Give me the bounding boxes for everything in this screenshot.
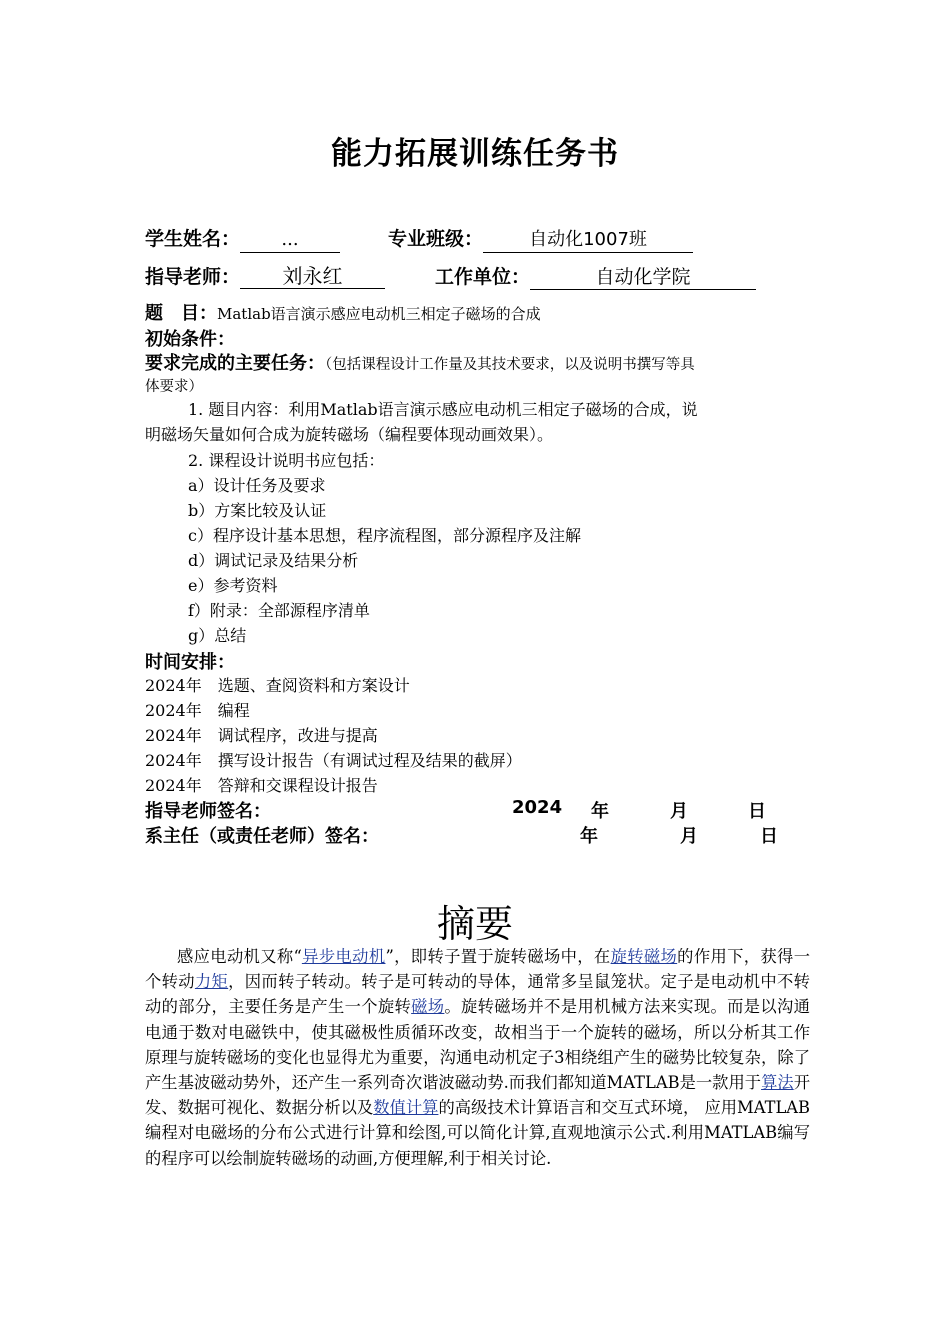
schedule-year: 2024年 bbox=[145, 701, 202, 720]
task-subitem: e）参考资料 bbox=[188, 576, 278, 595]
unit-row bbox=[435, 262, 756, 290]
schedule-task: 编程 bbox=[217, 701, 250, 720]
link-algorithm[interactable]: 算法 bbox=[761, 1073, 794, 1093]
schedule-task: 答辩和交课程设计报告 bbox=[217, 776, 378, 795]
schedule-year: 2024年 bbox=[145, 751, 202, 770]
class-row bbox=[388, 224, 693, 253]
task-subitem: g）总结 bbox=[188, 626, 247, 645]
head-signature-month-char: 月 bbox=[680, 826, 698, 847]
schedule-item bbox=[145, 698, 250, 723]
schedule-item bbox=[145, 723, 378, 748]
schedule-task: 选题、查阅资料和方案设计 bbox=[217, 676, 410, 695]
task-item-1-line1: 1. 题目内容：利用Matlab语言演示感应电动机三相定子磁场的合成，说 bbox=[188, 400, 698, 419]
task-subitem: a）设计任务及要求 bbox=[188, 476, 326, 495]
tasks-note-line1: （包括课程设计工作量及其技术要求，以及说明书撰写等具 bbox=[325, 357, 695, 373]
advisor-label: 指导老师： bbox=[145, 266, 241, 288]
unit-value: 自动化学院 bbox=[530, 265, 756, 290]
unit-label: 工作单位： bbox=[435, 266, 531, 288]
link-async-motor[interactable]: 异步电动机 bbox=[301, 947, 386, 966]
schedule-item bbox=[145, 748, 522, 773]
schedule-item bbox=[145, 673, 410, 698]
tasks-note-line2: 体要求） bbox=[145, 379, 203, 395]
advisor-signature-year-char: 年 bbox=[591, 801, 609, 822]
advisor-signature-day-char: 日 bbox=[748, 801, 766, 822]
abstract-title: 摘要 bbox=[436, 902, 513, 946]
task-item-1-line2: 明磁场矢量如何合成为旋转磁场（编程要体现动画效果）。 bbox=[145, 425, 554, 444]
task-subitem: b）方案比较及认证 bbox=[188, 501, 327, 520]
abstract-text: ，因而转子转动。转子是可转动的导体，通常多呈鼠笼状。定子是电动机中不转动的部分，主要任务是产生一个旋转 bbox=[145, 972, 810, 1017]
abstract-text: 的高级技术计算语言和交互式环境， 应用MATLAB编程对电磁场的分布公式进行计算和绘图,可以简化计算,直观地演示公式.利用MATLAB编写的程序可以绘制旋转磁场的动画,方便理解,利于相关讨论. bbox=[145, 1098, 810, 1168]
link-rotating-field[interactable]: 旋转磁场 bbox=[610, 947, 678, 966]
student-name-row bbox=[145, 224, 340, 253]
link-numerical-computation[interactable]: 数值计算 bbox=[373, 1098, 439, 1118]
schedule-task: 调试程序，改进与提高 bbox=[217, 726, 378, 745]
task-subitem: c）程序设计基本思想，程序流程图，部分源程序及注解 bbox=[188, 526, 581, 545]
schedule-year: 2024年 bbox=[145, 776, 202, 795]
task-item-2: 2. 课程设计说明书应包括： bbox=[188, 451, 385, 470]
schedule-label: 时间安排： bbox=[145, 652, 235, 673]
schedule-year: 2024年 bbox=[145, 676, 202, 695]
schedule-task: 撰写设计报告（有调试过程及结果的截屏） bbox=[217, 751, 522, 770]
tasks-row bbox=[145, 349, 695, 375]
student-name-value: ... bbox=[240, 228, 340, 253]
class-label: 专业班级： bbox=[388, 228, 484, 250]
head-signature-label: 系主任（或责任老师）签名： bbox=[145, 826, 379, 847]
abstract-text: ”，即转子置于旋转磁场中，在 bbox=[385, 947, 611, 966]
tasks-label: 要求完成的主要任务： bbox=[145, 353, 325, 374]
task-subitem: f）附录：全部源程序清单 bbox=[188, 601, 370, 620]
schedule-item bbox=[145, 773, 378, 798]
advisor-signature-month-char: 月 bbox=[670, 801, 688, 822]
link-magnetic-field[interactable]: 磁场 bbox=[411, 997, 445, 1017]
advisor-signature-year: 2024 bbox=[512, 797, 563, 818]
head-signature-year-char: 年 bbox=[580, 826, 598, 847]
page-title: 能力拓展训练任务书 bbox=[331, 136, 619, 172]
schedule-year: 2024年 bbox=[145, 726, 202, 745]
abstract-paragraph bbox=[145, 944, 810, 1171]
link-torque[interactable]: 力矩 bbox=[194, 972, 229, 992]
advisor-signature-label: 指导老师签名： bbox=[145, 801, 271, 822]
task-subitem: d）调试记录及结果分析 bbox=[188, 551, 359, 570]
student-name-label: 学生姓名： bbox=[145, 228, 241, 250]
abstract-text: 感应电动机又称“ bbox=[177, 947, 302, 966]
class-value: 自动化1007班 bbox=[483, 228, 693, 253]
abstract-text: 开发、数据可视化、数据分析以及 bbox=[145, 1073, 810, 1118]
topic-row bbox=[145, 299, 541, 325]
abstract-text: 。旋转磁场并不是用机械方法来实现。而是以沟通电通于数对电磁铁中，使其磁极性质循环改变，故相当于一个旋转的磁场，所以分析其工作原理与旋转磁场的变化也显得尤为重要，沟通电动机定子3相绕组产生的磁势比较复杂，除了产生基波磁动势外，还产生一系列奇次谐波磁动势.而我们都知道MATLAB是一款用于 bbox=[145, 997, 810, 1093]
advisor-value: 刘永红 bbox=[240, 264, 385, 289]
head-signature-day-char: 日 bbox=[760, 826, 778, 847]
abstract-text: 的作用下，获得一个转动 bbox=[145, 947, 810, 992]
initial-conditions-label: 初始条件： bbox=[145, 329, 235, 350]
advisor-row bbox=[145, 262, 385, 289]
topic-label: 题 目： bbox=[145, 303, 217, 324]
topic-text: Matlab语言演示感应电动机三相定子磁场的合成 bbox=[217, 305, 541, 323]
